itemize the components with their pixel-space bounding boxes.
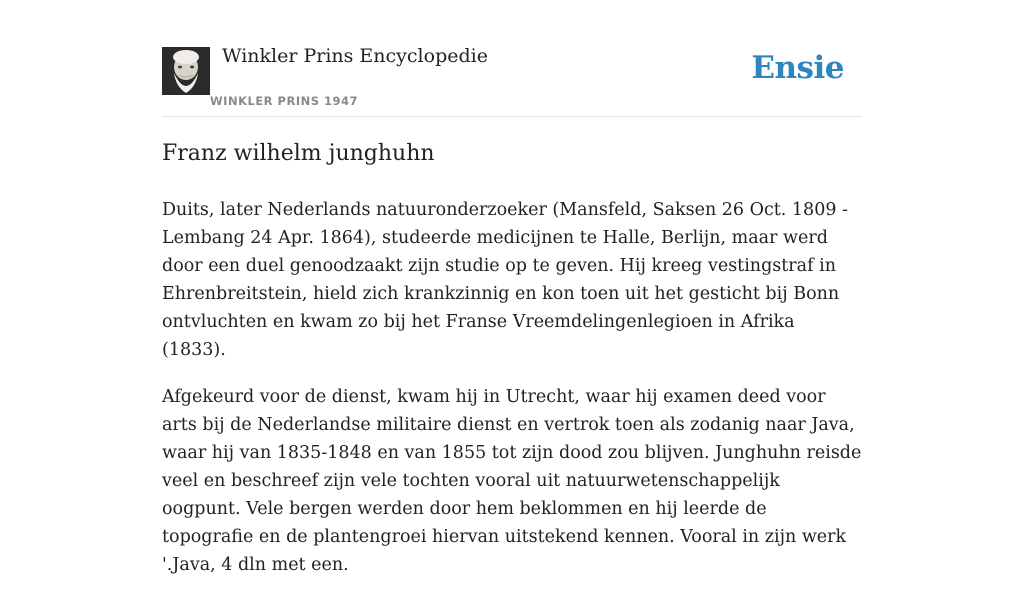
article-paragraph-1: Duits, later Nederlands natuuronderzoeker (Mansfeld, Saksen 26 Oct. 1809 - Lembang 24 Apr. 1864), studeerde medicijnen te Halle, Berlijn, maar werd door een duel genoodzaakt zijn studie op te geven. Hij kreeg vestingstraf in Ehrenbreitstein, hield zich krankzinnig en kon toen uit het gesticht bij Bonn ontvluchten en kwam zo bij het Franse Vreemdelingenlegioen in Afrika (1833).	[162, 200, 848, 360]
ensie-logo[interactable]: Ensie	[751, 50, 844, 86]
source-header	[162, 0, 862, 117]
article	[162, 138, 862, 598]
source-avatar[interactable]	[162, 47, 210, 95]
bearded-man-portrait-icon	[162, 47, 210, 95]
source-title[interactable]: Winkler Prins Encyclopedie	[222, 45, 488, 67]
article-paragraph-2: Afgekeurd voor de dienst, kwam hij in Utrecht, waar hij examen deed voor arts bij de Nederlandse militaire dienst en vertrok toen als zodanig naar Java, waar hij van 1835-1848 en van 1855 tot zijn dood zou blijven. Junghuhn reisde veel en beschreef zijn vele tochten vooral uit natuurwetenschappelijk oogpunt. Vele bergen werden door hem beklommen en hij leerde de topografie en de plantengroei hiervan uitstekend kennen. Vooral in zijn werk '.Java, 4 dln met een.	[162, 387, 862, 575]
source-subtitle: WINKLER PRINS 1947	[210, 94, 359, 108]
article-title: Franz wilhelm junghuhn	[162, 141, 435, 166]
